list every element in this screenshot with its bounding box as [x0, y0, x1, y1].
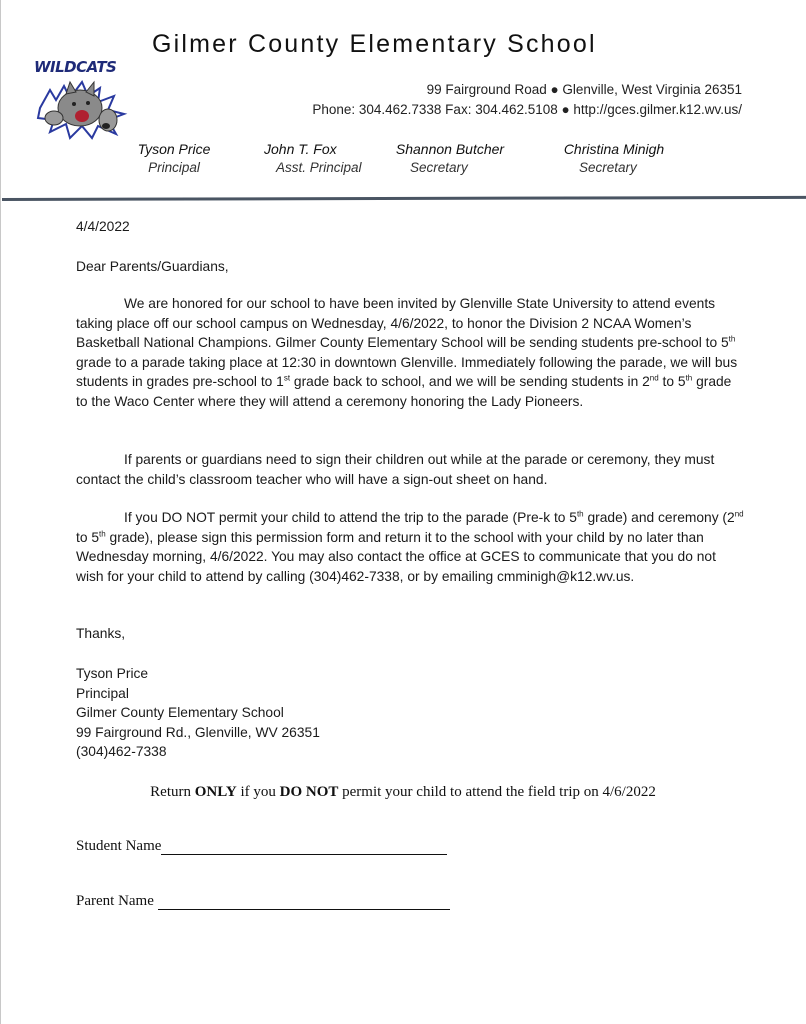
school-address: 99 Fairground Road ● Glenville, West Virginia 26351 [426, 82, 742, 97]
parent-name-line[interactable] [158, 895, 450, 910]
return-notice [0, 784, 806, 801]
parent-name-label: Parent Name [76, 893, 154, 909]
school-name: Gilmer County Elementary School [152, 30, 597, 58]
p3-text: If you DO NOT permit your child to attend the trip to the parade (Pre-k to 5 [124, 510, 577, 525]
wildcats-logo [30, 58, 134, 140]
letter-paragraph-3 [76, 508, 746, 586]
student-name-label: Student Name [76, 838, 162, 854]
parent-name-field[interactable] [76, 893, 450, 910]
staff-secretary-1 [392, 141, 508, 175]
staff-principal [126, 141, 222, 175]
signature-address: 99 Fairground Rd., Glenville, WV 26351 [76, 724, 320, 740]
p2-text: If parents or guardians need to sign their children out while at the parade or ceremony, they must contact the child’s classroom teacher who will have a sign-out sheet on hand. [76, 452, 715, 487]
staff-role: Asst. Principal [276, 160, 362, 175]
signature-phone: (304)462-7338 [76, 744, 167, 760]
notice-emphasis: ONLY [194, 784, 237, 800]
notice-text: if you [236, 784, 280, 800]
p3-text: grade) and ceremony (2 [583, 510, 735, 525]
logo-text: WILDCATS [34, 58, 117, 76]
superscript: th [576, 509, 584, 519]
staff-name: Christina Minigh [563, 141, 665, 157]
superscript: th [685, 373, 693, 383]
page-edge [0, 0, 1, 1024]
superscript: th [728, 334, 736, 344]
staff-name: Tyson Price [137, 141, 211, 157]
staff-secretary-2 [556, 141, 672, 175]
signature-name: Tyson Price [76, 666, 149, 681]
staff-role: Principal [148, 160, 200, 175]
staff-name: Shannon Butcher [395, 141, 505, 157]
superscript: nd [734, 509, 744, 519]
letter-signature [76, 664, 746, 762]
staff-name: John T. Fox [264, 141, 337, 157]
p1-text: grade to a parade taking place at 12:30 in downtown Glenville. Immediately following the parade, we will bus students in grades pre-school to 1 [76, 354, 738, 390]
wildcat-mascot-icon [36, 78, 128, 140]
p1-text: to 5 [658, 374, 686, 390]
header-divider [2, 196, 806, 201]
staff-role: Secretary [579, 160, 637, 175]
signature-school: Gilmer County Elementary School [76, 705, 284, 721]
student-name-line[interactable] [161, 840, 447, 855]
school-contact: Phone: 304.462.7338 Fax: 304.462.5108 ● http://gces.gilmer.k12.wv.us/ [312, 102, 742, 117]
letter-closing: Thanks, [76, 626, 126, 641]
letter-paragraph-1 [76, 294, 746, 412]
p3-text: to 5 [76, 529, 100, 545]
staff-role: Secretary [410, 160, 468, 175]
staff-asst-principal [258, 141, 368, 175]
p1-text: grade back to school, and we will be sending students in 2 [290, 374, 650, 390]
letter-paragraph-2 [76, 450, 746, 489]
notice-text: permit your child to attend the field trip on 4/6/2022 [338, 784, 656, 800]
p1-text: grade to the Waco Center where they will attend a ceremony honoring the Lady Pioneers. [76, 374, 732, 409]
superscript: nd [649, 373, 659, 383]
p3-text: grade), please sign this permission form and return it to the school with your child by no later than Wednesday morning, 4/6/2022. You may also contact the office at GCES to communicate that you do not wish for your child to attend by calling (304)462-7338, or by emailing cmminigh@k12.wv.us. [76, 529, 716, 584]
student-name-field[interactable] [76, 838, 447, 855]
signature-title: Principal [76, 685, 129, 701]
notice-text: Return [150, 784, 195, 800]
letter-date: 4/4/2022 [76, 219, 130, 234]
superscript: st [283, 373, 291, 383]
p1-text: We are honored for our school to have been invited by Glenville State University to attend events taking place off our school campus on Wednesday, 4/6/2022, to honor the Division 2 NCAA Women’s Basketball National Champions. Gilmer County Elementary School will be sending students pre-school to 5 [76, 296, 729, 351]
notice-emphasis: DO NOT [279, 784, 339, 800]
letter-salutation: Dear Parents/Guardians, [76, 259, 229, 274]
superscript: th [99, 529, 106, 538]
